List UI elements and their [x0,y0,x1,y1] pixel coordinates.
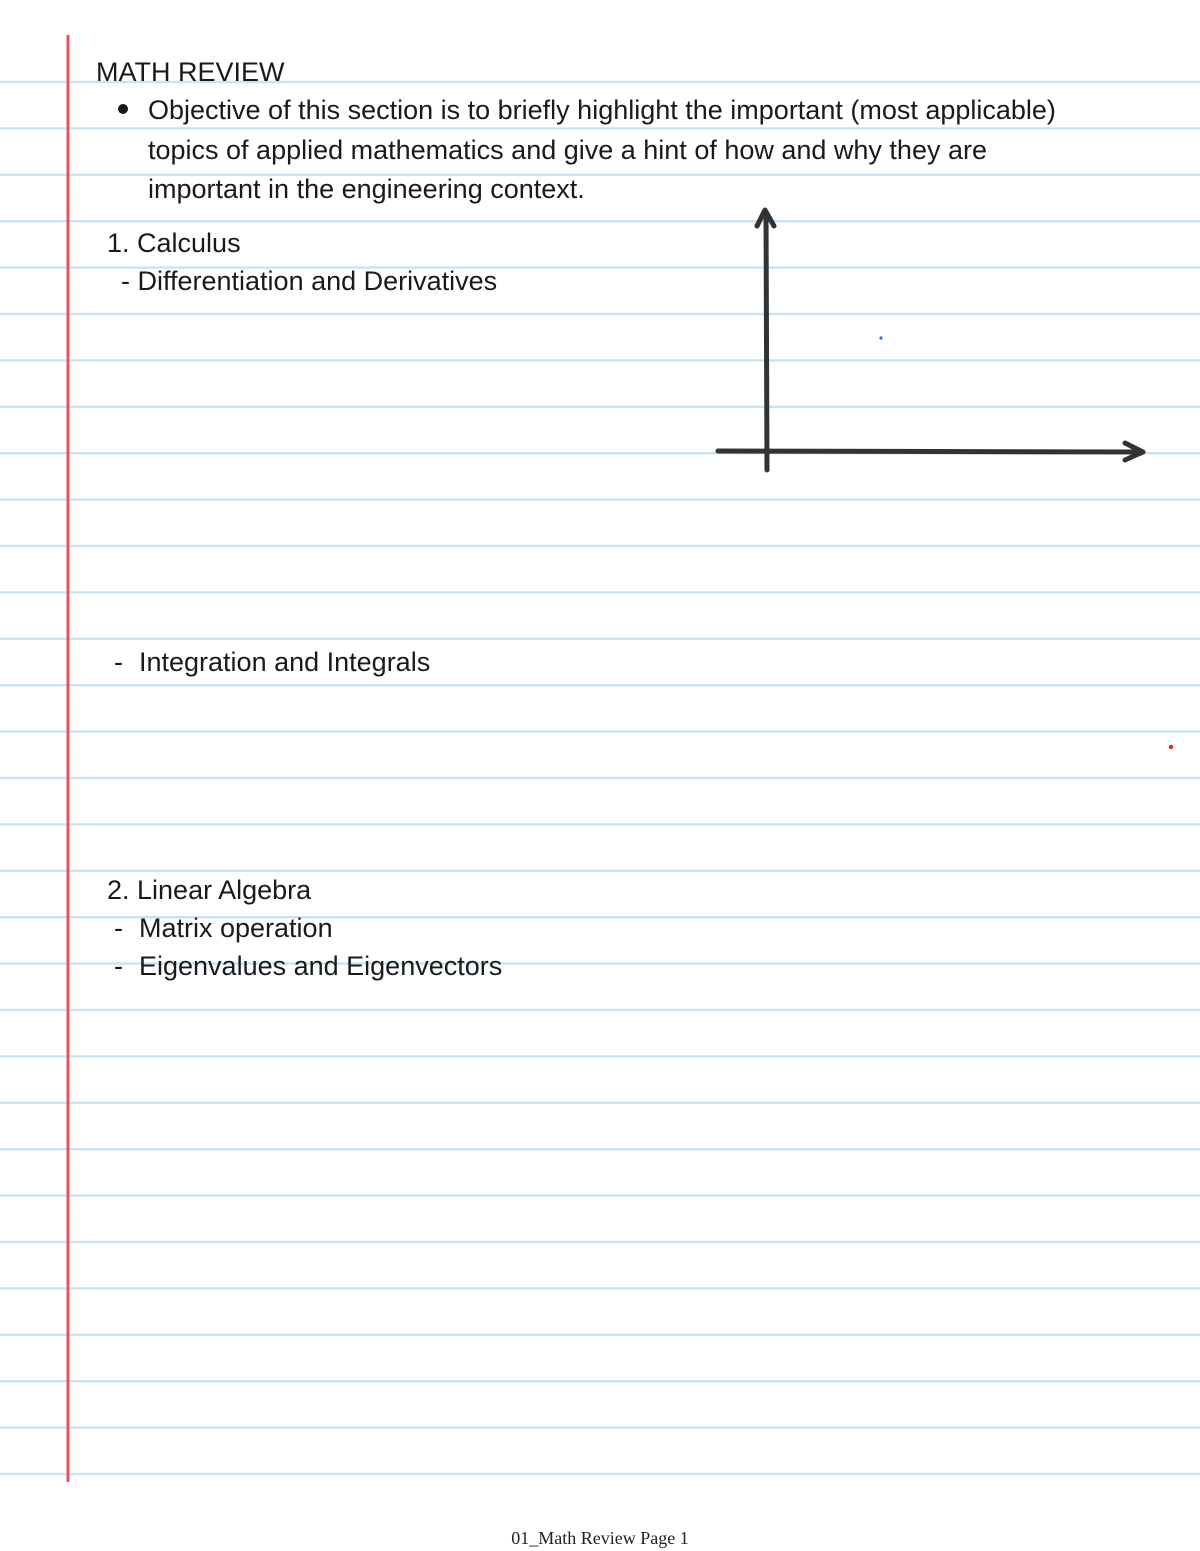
linear-algebra-heading: 2. Linear Algebra [107,875,312,905]
y-axis [766,212,767,470]
eigen-dash: - [114,951,123,981]
bullet-icon [118,104,128,114]
matrix-operation-item: Matrix operation [139,913,333,943]
page-footer: 01_Math Review Page 1 [511,1528,689,1548]
objective-line-1: Objective of this section is to briefly highlight the important (most applicable) [148,95,1056,125]
objective-line-3: important in the engineering context. [148,174,585,204]
matrix-dash: - [114,913,123,943]
integration-item: Integration and Integrals [139,647,431,677]
blue-ink-dot [879,336,882,339]
axes-sketch [700,190,1170,490]
red-ink-dot [1166,742,1176,752]
eigen-item: Eigenvalues and Eigenvectors [139,951,503,981]
page-title: MATH REVIEW [96,57,285,87]
differentiation-item: - Differentiation and Derivatives [121,266,498,296]
objective-line-2: topics of applied mathematics and give a hint of how and why they are [148,135,987,165]
x-axis [718,451,1142,452]
integration-dash: - [114,647,123,677]
calculus-heading: 1. Calculus [107,228,241,258]
